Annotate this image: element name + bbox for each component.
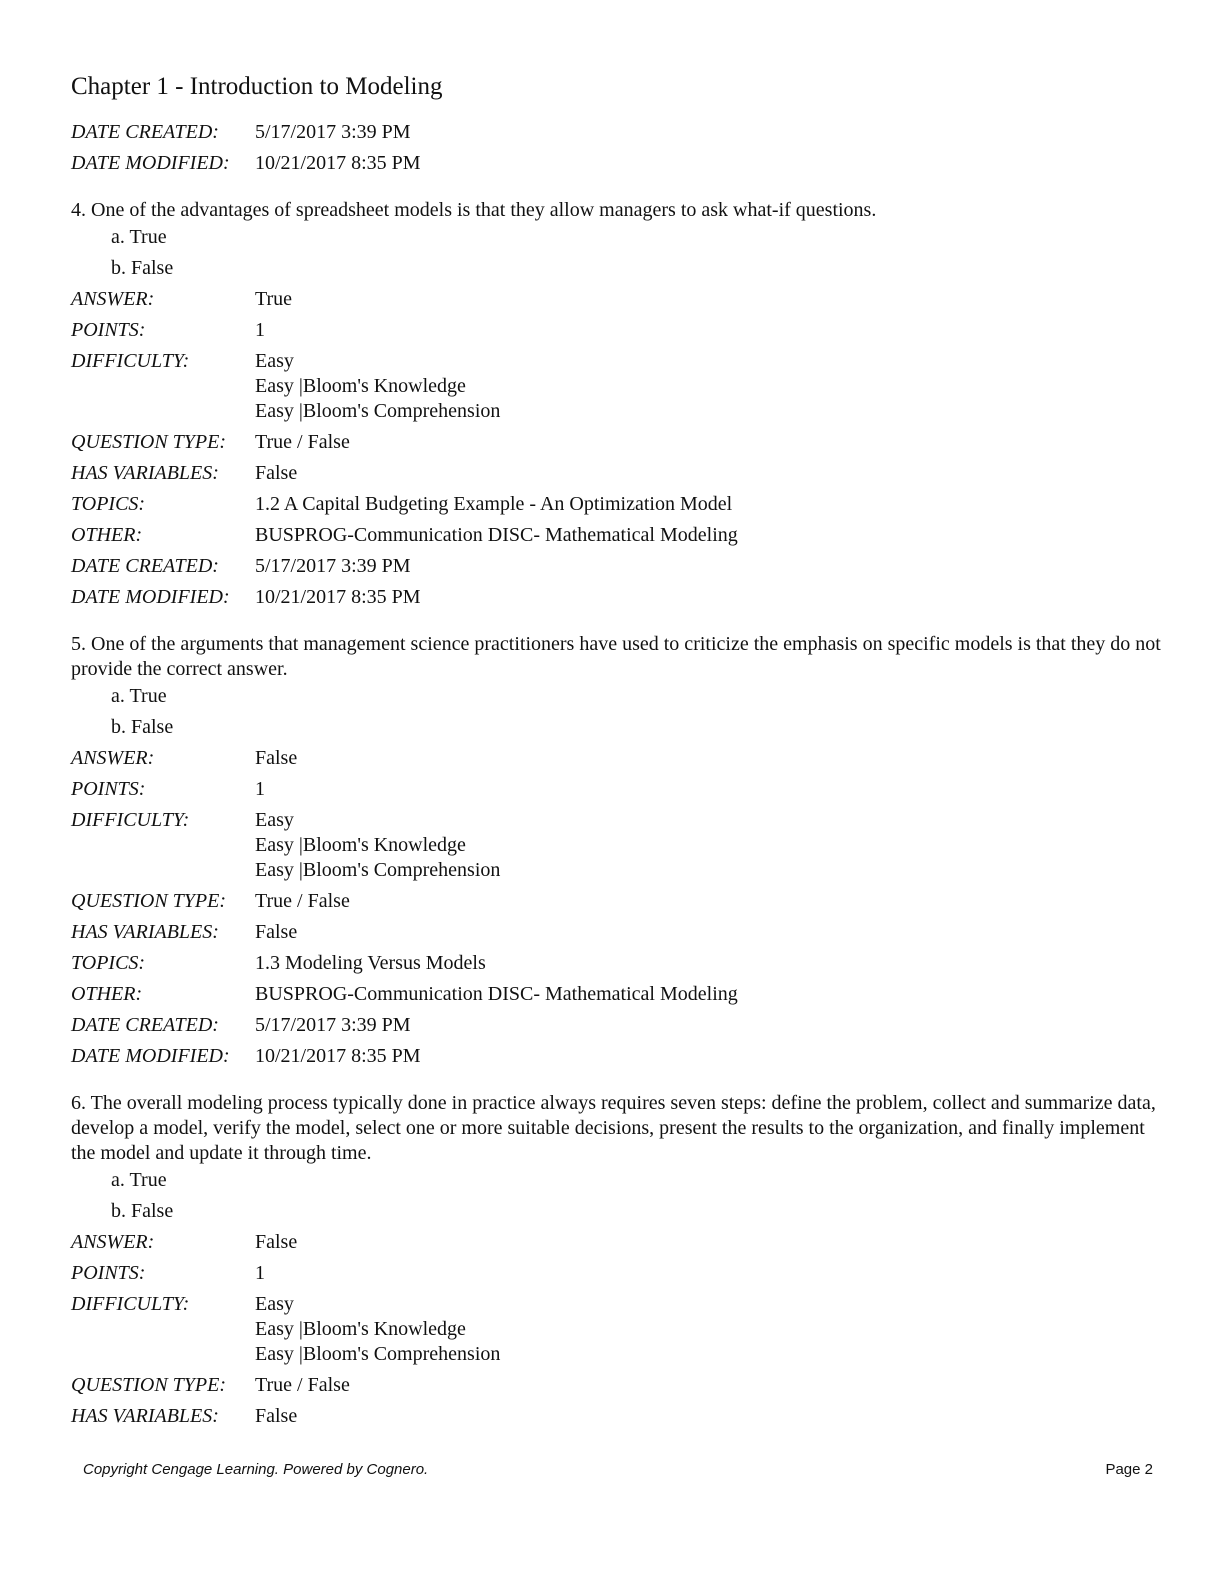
difficulty-line: Easy |Bloom's Knowledge [255,1318,466,1340]
meta-row-other [71,523,1161,548]
topics-value: 1.2 A Capital Budgeting Example - An Optimization Model [255,493,733,515]
meta-label: HAS VARIABLES: [71,462,219,484]
meta-row-has-variables [71,461,1161,486]
meta-row-answer [71,1230,1161,1255]
choice-b: b. False [111,257,174,279]
date-created-value: 5/17/2017 3:39 PM [255,555,411,577]
meta-label: POINTS: [71,319,146,341]
has-variables-value: False [255,1405,298,1427]
other-value: BUSPROG-Communication DISC- Mathematical Modeling [255,983,738,1005]
date-modified-value: 10/21/2017 8:35 PM [255,1045,421,1067]
meta-row-date-created [71,1013,1161,1038]
meta-label: OTHER: [71,983,143,1005]
meta-label: POINTS: [71,778,146,800]
meta-label: DATE CREATED: [71,121,219,143]
question-4 [71,198,1161,610]
meta-row-answer [71,746,1161,771]
answer-value: False [255,747,298,769]
document-page [71,72,1161,1429]
meta-row-points [71,1261,1161,1286]
date-modified-value: 10/21/2017 8:35 PM [255,586,421,608]
chapter-title: Chapter 1 - Introduction to Modeling [71,73,443,100]
meta-label: HAS VARIABLES: [71,1405,219,1427]
meta-label: QUESTION TYPE: [71,1374,227,1396]
meta-label: ANSWER: [71,747,155,769]
answer-value: True [255,288,293,310]
points-value: 1 [255,778,265,800]
meta-label: QUESTION TYPE: [71,890,227,912]
meta-row-points [71,777,1161,802]
choice-b: b. False [111,716,174,738]
meta-label: ANSWER: [71,1231,155,1253]
meta-row-date-modified [71,585,1161,610]
meta-label: OTHER: [71,524,143,546]
has-variables-value: False [255,462,298,484]
choice-b: b. False [111,1200,174,1222]
meta-label: TOPICS: [71,493,146,515]
meta-row-topics [71,951,1161,976]
meta-row-difficulty [71,808,1161,883]
meta-row-difficulty [71,349,1161,424]
difficulty-value [255,349,1161,424]
choice-a: a. True [111,226,167,248]
difficulty-line: Easy |Bloom's Knowledge [255,375,466,397]
difficulty-line: Easy |Bloom's Comprehension [255,400,501,422]
meta-value: 10/21/2017 8:35 PM [255,152,421,174]
meta-label: HAS VARIABLES: [71,921,219,943]
difficulty-line: Easy [255,350,294,372]
points-value: 1 [255,319,265,341]
meta-row-date-modified [71,1044,1161,1069]
meta-row-date-created [71,554,1161,579]
meta-row-question-type [71,430,1161,455]
answer-value: False [255,1231,298,1253]
difficulty-line: Easy |Bloom's Comprehension [255,859,501,881]
choice-a: a. True [111,685,167,707]
difficulty-line: Easy |Bloom's Comprehension [255,1343,501,1365]
meta-label: QUESTION TYPE: [71,431,227,453]
difficulty-value [255,1292,1161,1367]
header-meta [71,120,1161,176]
date-created-value: 5/17/2017 3:39 PM [255,1014,411,1036]
difficulty-line: Easy |Bloom's Knowledge [255,834,466,856]
difficulty-line: Easy [255,809,294,831]
meta-label: DIFFICULTY: [71,1293,190,1315]
meta-row-difficulty [71,1292,1161,1367]
meta-label: ANSWER: [71,288,155,310]
copyright-text: Copyright Cengage Learning. Powered by Cognero. [83,1461,429,1478]
meta-row-other [71,982,1161,1007]
meta-label: DATE CREATED: [71,555,219,577]
meta-label: DATE MODIFIED: [71,586,230,608]
meta-label: DATE MODIFIED: [71,152,230,174]
question-type-value: True / False [255,1374,350,1396]
choice-a: a. True [111,1169,167,1191]
meta-label: DIFFICULTY: [71,809,190,831]
meta-row-question-type [71,889,1161,914]
question-type-value: True / False [255,431,350,453]
meta-row-question-type [71,1373,1161,1398]
difficulty-line: Easy [255,1293,294,1315]
page-footer [83,1461,1153,1479]
page-number: Page 2 [1105,1461,1153,1478]
other-value: BUSPROG-Communication DISC- Mathematical Modeling [255,524,738,546]
question-5 [71,632,1161,1069]
meta-row-has-variables [71,920,1161,945]
meta-row-answer [71,287,1161,312]
meta-row-date-created [71,120,1161,145]
question-6 [71,1091,1161,1429]
question-text: 6. The overall modeling process typically done in practice always requires seven steps: define the problem, collect and summarize data, develop a model, verify the model, select one or more suitable decisions, present the results to the organization, and finally implement the model and update it through time. [71,1092,1156,1164]
meta-row-date-modified [71,151,1161,176]
meta-row-topics [71,492,1161,517]
meta-label: DIFFICULTY: [71,350,190,372]
meta-row-has-variables [71,1404,1161,1429]
question-text: 5. One of the arguments that management science practitioners have used to criticize the emphasis on specific models is that they do not provide the correct answer. [71,633,1161,680]
meta-label: DATE CREATED: [71,1014,219,1036]
question-type-value: True / False [255,890,350,912]
difficulty-value [255,808,1161,883]
meta-row-points [71,318,1161,343]
meta-label: DATE MODIFIED: [71,1045,230,1067]
meta-label: POINTS: [71,1262,146,1284]
question-text: 4. One of the advantages of spreadsheet models is that they allow managers to ask what-if questions. [71,199,877,221]
points-value: 1 [255,1262,265,1284]
meta-label: TOPICS: [71,952,146,974]
meta-value: 5/17/2017 3:39 PM [255,121,411,143]
topics-value: 1.3 Modeling Versus Models [255,952,486,974]
has-variables-value: False [255,921,298,943]
